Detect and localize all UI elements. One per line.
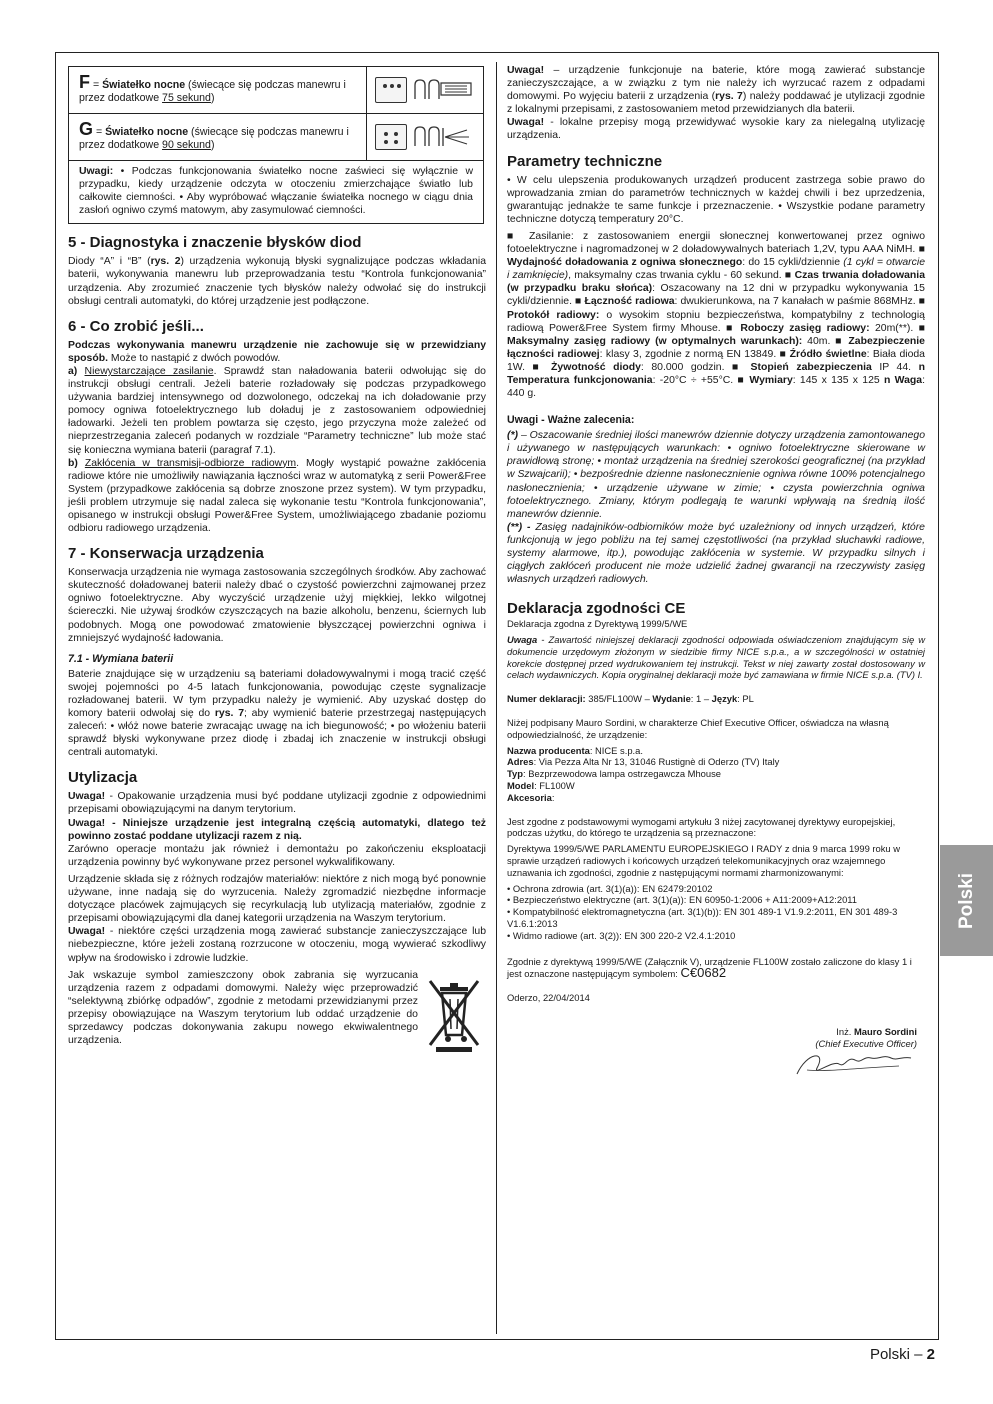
- t: Akcesoria: [507, 791, 552, 803]
- t: IP 44.: [871, 361, 919, 373]
- params-title: Parametry techniczne: [507, 152, 663, 170]
- t: ) należy poddawać je utylizacji zgodnie z lokalnymi przepisami, z zastosowaniem metod przewidzianych dla baterii.: [507, 91, 926, 116]
- t: Uwaga!: [507, 65, 545, 76]
- fines-warning: [507, 116, 925, 142]
- t: 40m.: [802, 335, 836, 347]
- t: Uwaga!: [68, 791, 106, 803]
- params-intro: • W celu ulepszenia produkowanych urządzeń producent zastrzega sobie prawo do wprowadzania zmian do parametrów technicznych w każdej chwili i bez uprzedzenia, gwarantując jednakże te same funkcje i przeznaczenie. • Wszystkie podane parametry techniczne dotyczą temperatury 20°C.: [507, 174, 925, 225]
- t: : 145 x 135 x 125: [792, 374, 884, 386]
- section-5-text: [68, 255, 486, 307]
- section-5-title: 5 - Diagnostyka i znaczenie błysków diod: [68, 234, 362, 252]
- t: n Temperatura funkcjonowania: [507, 361, 925, 386]
- place-date: Oderzo, 22/04/2014: [507, 992, 590, 1004]
- t: 385/FL100W –: [585, 693, 653, 705]
- column-divider: [496, 62, 497, 1334]
- t: ■ Zasilanie: z zastosowaniem energii słonecznej konwertowanej przez ogniwo fotoelektryczne i nagromadzonej w 2 doładowywalnych bateriach 1,2V, typu AAA NiMH.: [507, 230, 925, 256]
- night-light-table: [68, 66, 484, 224]
- declaration-conformity: Jest zgodne z podstawowymi wymogami artykułu 3 niżej zacytowanej dyrektywy europejskiej, podczas użytku, do którego te urządzenia są przeznaczone:: [507, 815, 896, 839]
- t: ■ Czas trwania doładowania (w przypadku braku słońca): [507, 270, 926, 295]
- t: ■ Zabezpieczenie łączności radiowej: [507, 335, 925, 360]
- t: – urządzenie funkcjonuje na baterie, które mogą zawierać substancje zanieczyszczające, a w związku z tym nie należy ich wyrzucać razem z odpadami domowymi. Po wyjęciu baterii z urządzenia (: [507, 65, 925, 103]
- product-accessories: [507, 792, 925, 804]
- t: Adres: [507, 756, 534, 768]
- t: Diody “A” i “B” (: [68, 256, 151, 268]
- t: Baterie znajdujące się w urządzeniu są bateriami doładowywalnymi i mogą tracić część swojej pojemności po 4-5 latach funkcjonowania, powodując częste sygnalizacje rozładowanej baterii. W tym przypadku należy je wymienić. Aby uzyskać dostęp do komory baterii odwołaj się do: [68, 668, 486, 719]
- t: : Bezprzewodowa lampa ostrzegawcza Mhouse: [522, 768, 721, 780]
- t: o wysokim stopniu bezpieczeństwa, kompatybilny z technologią radiową Power&Free System firmy Mhouse.: [507, 309, 925, 334]
- t: ; aby wymienić baterie przestrzegaj następujących zaleceń: • włóż nowe baterie zwracając uwagę na ich biegunowość; • po włożeniu baterii sprawdź błyski wykonywane przez diodę i zbadaj ich znaczenie w instrukcji obsługi centrali automatyki.: [68, 708, 487, 759]
- t: (1 cykl = otwarcie i zamknięcie): [507, 257, 925, 282]
- t: Zgodnie z dyrektywą 1999/5/WE (Załącznik V), urządzenie FL100W zostało zaliczone do klasy 1 i jest oznaczone następującym symbolem:: [507, 955, 912, 980]
- t: ■ Źródło świetlne: [779, 348, 867, 360]
- product-model: [507, 780, 925, 792]
- row-f: [69, 67, 367, 114]
- t: Numer deklaracji:: [507, 693, 586, 705]
- t: ■ Protokół radiowy:: [507, 296, 925, 321]
- t: Inż.: [836, 1026, 854, 1037]
- g-title: Światełko nocne: [105, 125, 189, 138]
- declaration-note: [507, 634, 925, 681]
- declaration-signer: Niżej podpisany Mauro Sordini, w charakterze Chief Executive Officer, oświadcza na własną odpowiedzialność, że urządzenie:: [507, 717, 889, 740]
- t: Typ: [507, 768, 523, 780]
- disposal-p2: [68, 817, 486, 843]
- t: Nazwa producenta: [507, 744, 590, 756]
- row-f-icon-cell: [367, 67, 484, 114]
- t: - Zawartość niniejszej deklaracji zgodności odpowiada oświadczeniom znajdującym się w dokumencie urzędowym złożonym w siedzibie firmy NICE s.p.a., a w szczególności w ostatniej korekcie dostępnej przed wydrukowaniem tej instrukcji. Tekst w niej zawarty został dostosowany w celach wydawniczych. Kopia oryginalnej deklaracji może być zamawiana w firmie NICE s.p.a. (TV) I.: [507, 634, 925, 681]
- section-7-1-text: [68, 668, 486, 760]
- disposal-p6: Jak wskazuje symbol zamieszczony obok zabrania się wyrzucania urządzenia razem z odpadami domowymi. Należy więc przeprowadzić “selektywną zbiórkę odpadów”, zgodnie z metodami przewidzianymi przez przepisy obowiązujące na Waszym terytorium lub oddać urządzenie do sprzedawcy podczas dokonywania zakupu nowego ekwiwalentnego urządzenia.: [68, 969, 418, 1047]
- handwritten-signature: [787, 1046, 917, 1080]
- t: , maksymalny czas trwania cyklu - 60 sekund.: [568, 270, 785, 282]
- params-list: [507, 230, 925, 400]
- t: : FL100W: [534, 780, 575, 792]
- dip-switch-g-icon: [375, 124, 407, 150]
- t: : 80.000 godzin.: [640, 361, 733, 373]
- notes-text: • Podczas funkcjonowania światełko nocne zaświeci się wyłącznie w przypadku, kiedy urządzenie odczyta w otoczeniu zmierzchające światło lub całkowite ciemności. • Aby wypróbować włączanie światełka nocnego w ciągu dnia zasłoń ogniwo czymś matowym, aby zasymulować ciemności.: [79, 166, 473, 217]
- t: 20m(**).: [869, 322, 919, 334]
- t: (*): [507, 430, 519, 442]
- t: Wydanie: [652, 693, 691, 705]
- declaration-class: [507, 956, 925, 981]
- g-seconds: 90 sekund: [162, 138, 211, 151]
- t: Model: [507, 780, 535, 792]
- fig-ref: rys. 7: [214, 708, 245, 719]
- declaration-directive: Dyrektywa 1999/5/WE PARLAMENTU EUROPEJSKIEGO I RADY z dnia 9 marca 1999 roku w sprawie urządzeń radiowych i końcowych urządzeń telekomunikacyjnych oraz wzajemnego uznawania ich zgodności, zgodnie z następującymi normami zharmonizowanymi:: [507, 843, 901, 878]
- row-g: [69, 114, 367, 161]
- t: : Via Pezza Alta Nr 13, 31046 Rustignè di Oderzo (TV) Italy: [533, 756, 780, 768]
- signature-block: [507, 1026, 925, 1082]
- t: Uwaga! - Niniejsze urządzenie jest integralną częścią automatyki, dlatego też powinno zostać poddane utylizacji razem z nią.: [68, 817, 486, 842]
- section-7-1-title: 7.1 - Wymiana baterii: [68, 652, 174, 665]
- declaration-subtitle: Deklaracja zgodna z Dyrektywą 1999/5/WE: [507, 618, 688, 630]
- notes-title: Uwagi - Ważne zalecenia:: [507, 414, 635, 427]
- t: : 440 g.: [507, 374, 926, 400]
- t: : klasy 3, zgodnie z normą EN 13849.: [599, 348, 780, 360]
- t: (**) -: [507, 521, 531, 533]
- signatory: [507, 1026, 917, 1038]
- f-title: Światełko nocne: [102, 78, 186, 91]
- t: a): [68, 365, 78, 377]
- t: . Sprawdź stan naładowania baterii odwołując się do instrukcji obsługi centrali. Jeżeli baterie rozładowały się podczas przypadkowego używania bardziej intensywnego od dozwolonego, odczekaj na ich doładowanie przy pomocy ogniwa fotoelektrycznego lub doładuj je z zastosowaniem odpowiedniej ładowarki. Jeżeli ten problem powtarza się często, jego przyczyna może zależeć od nieprzestrzegania zaleceń podanych w rozdziale “Parametry techniczne” lub może stać się konieczna wymiana baterii (paragraf 7.1).: [68, 365, 486, 456]
- t: : PL: [737, 693, 754, 705]
- section-6-title: 6 - Co zrobić jeśli...: [68, 317, 204, 335]
- t: : do 15 cykli/dziennie: [742, 257, 844, 269]
- t: Zakłócenia w transmisji-odbiorze radiowym: [84, 457, 297, 469]
- footer-lang: Polski –: [869, 1346, 927, 1363]
- t: : Biała dioda 1W.: [507, 348, 925, 373]
- disposal-p3: Zarówno operacje montażu jak również i demontażu po zakończeniu eksploatacji urządzenia powinny być wykonywane przez personel wykwalifikowany.: [68, 843, 486, 868]
- t: n Waga: [884, 374, 923, 386]
- crossed-bin-icon: [422, 977, 486, 1053]
- disposal-p1: [68, 790, 486, 816]
- language-tab-label: Polski: [955, 872, 977, 929]
- dip-switch-f-icon: [375, 77, 407, 103]
- t: – Oszacowanie średniej ilości manewrów dziennie dotyczy urządzenia zamontowanego i używanego w następujących warunkach: • ogniwo fotoelektryczne skierowane w prawidłową stronę; • montaż urządzenia na średniej szerokości geograficznej (na przykład w Szwajcarii); • bezpośrednie dzienne nasłonecznienie ogniwa równe 100% potencjalnego nasłonecznienia; • urządzenie używane w zimie; • czysta powierzchnia ogniwa fotoelektrycznego. Zmiany, którym podlegają te warunki wpływają na średnią ilość manewrów dziennie.: [507, 430, 925, 520]
- declaration-number: [507, 693, 925, 705]
- t: - lokalne przepisy mogą przewidywać wysokie kary za nielegalną utylizację urządzenia.: [507, 117, 925, 142]
- t: Uwaga!: [507, 117, 545, 129]
- fig-ref: rys. 7: [715, 91, 743, 103]
- t: b): [68, 457, 78, 469]
- section-7-title: 7 - Konserwacja urządzenia: [68, 545, 264, 563]
- t: . Mogły wystąpić poważne zakłócenia radiowe które nie umożliwiły nawiązania łączności wraz w automatyką z serii Power&Free System (przypadkowe zakłócenia są dobrze znoszone przez system). W tym przypadku, jeśli problem utrzymuje się nadal zaleca się wykonanie testu “Kontrola funkcjonowania”, opisanego w instrukcji obsługi Power&Free System, umożliwiającego zbadanie poziomu odbioru radiowego urządzenia.: [68, 457, 486, 535]
- note-2: [507, 521, 925, 586]
- light-rays-g-icon: [411, 124, 475, 150]
- t: :: [551, 791, 555, 803]
- t: Język: [711, 693, 738, 705]
- t: : dwukierunkowa, na 7 kanałach w paśmie 868MHz.: [674, 296, 919, 308]
- fig-ref: rys. 2: [150, 256, 181, 268]
- producer-name: [507, 745, 925, 757]
- t: ■ Łączność radiowa: [575, 296, 675, 308]
- g-desc-end: ): [210, 138, 215, 151]
- note-1: [507, 429, 925, 521]
- t: - niektóre części urządzenia mogą zawierać substancje zanieczyszczające lub niebezpieczne, które jeżeli zostaną rozrzucone w otoczeniu, mogą wywierać szkodliwy wpływ na środowisko i zdrowie ludzkie.: [68, 926, 486, 964]
- t: Zasięg nadajników-odbiorników może być uzależniony od innych urządzeń, które funkcjonują w jego pobliżu na tej samej częstotliwości (na przykład słuchawki radiowe, systemy alarmowe, itp.), powodując zakłócenia w systemie. W przypadku silnych i ciągłych zakłóceń producent nie może udzielić żadnej gwarancji na rzeczywisty zasięg własnych urządzeń radiowych.: [507, 521, 925, 586]
- standard-4: • Widmo radiowe (art. 3(2)): EN 300 220-2 V2.4.1:2010: [507, 929, 736, 941]
- declaration-title: Deklaracja zgodności CE: [507, 600, 686, 618]
- row-g-icon-cell: [367, 114, 484, 161]
- t: (Chief Executive Officer): [815, 1037, 917, 1049]
- f-desc: (świecące się podczas manewru i przez dodatkowe: [79, 78, 346, 104]
- eq: =: [90, 78, 103, 91]
- t: Niewystarczające zasilanie: [84, 365, 214, 377]
- disposal-symbol-block: [68, 969, 486, 1048]
- eq: =: [93, 125, 106, 138]
- table-notes: [69, 161, 484, 224]
- t: Mauro Sordini: [853, 1026, 917, 1037]
- section-7-text: Konserwacja urządzenia nie wymaga zastosowania szczególnych środków. Aby zachować skuteczność doładowanej baterii należy dbać o czystość powierzchni zajmowanej przez ogniwo fotoelektryczne. Aby wyczyścić urządzenie użyj miękkiej, lekko wilgotnej ściereczki. Nie używaj środków czyszczących na bazie alkoholu, benzenu, ściernych lub podobnych. Mogą one powodować zmatowienie błyszczącej powierzchni ogniwa i zmniejszyć wydajność ładowania.: [68, 567, 486, 644]
- t: : 1 –: [690, 693, 712, 705]
- right-column: [507, 64, 925, 1082]
- standard-1: • Ochrona zdrowia (art. 3(1)(a)): EN 62479:20102: [507, 882, 713, 894]
- t: ) urządzenia wykonują błyski sygnalizujące podczas wkładania baterii, wykonywania manewru lub przeprowadzania testu “Kontrola funkcjonowania” urządzenia. Aby zrozumieć znaczenie tych błysków należy odwołać się do instrukcji obsługi centrali automatyki, do której urządzenie jest podłączone.: [68, 256, 486, 307]
- disposal-p4: Urządzenie składa się z różnych rodzajów materiałów: niektóre z nich mogą być ponownie używane, inne nadają się do wyrzucenia. Należy zgromadzić niezbędne informacje dotyczące placówek zajmujących się recyrkulacją lub utylizacją materiałów, zgodnie z przepisami obowiązującymi dla danej kategorii urządzenia na Waszym terytorium.: [68, 873, 486, 925]
- standard-3: • Kompatybilność elektromagnetyczna (art. 3(1)(b)): EN 301 489-1 V1.9.2:2011, EN 301 489-3 V1.6.1:2013: [507, 906, 898, 930]
- t: ■ Żywotność diody: [532, 361, 641, 373]
- t: : NICE s.p.a.: [589, 744, 643, 756]
- g-desc: (świecące się podczas manewru i przez dodatkowe: [79, 125, 349, 151]
- t: : Oszacowany na 12 dni w przypadku wykonywania 15 cykli/dziennie.: [507, 283, 925, 308]
- t: ■ Stopień zabezpieczenia: [732, 361, 872, 373]
- t: ■ Wydajność doładowania z ogniwa słonecznego: [507, 244, 925, 269]
- standard-2: • Bezpieczeństwo elektryczne (art. 3(1)(a)): EN 60950-1:2006 + A11:2009+A12:2011: [507, 894, 858, 906]
- product-type: [507, 768, 925, 780]
- letter-f: F: [79, 71, 90, 92]
- notes-label: Uwagi:: [79, 166, 114, 177]
- light-rays-f-icon: [411, 77, 475, 103]
- ce-mark: C€0682: [680, 965, 727, 981]
- t: Uwaga: [507, 634, 538, 646]
- t: - Opakowanie urządzenia musi być poddane utylizacji zgodnie z odpowiednimi przepisami obowiązującymi na danym terytorium.: [68, 791, 486, 816]
- left-column: [68, 66, 486, 1047]
- section-6-a: [68, 365, 486, 457]
- disposal-title: Utylizacja: [68, 769, 138, 787]
- language-tab: [940, 845, 993, 956]
- producer-address: [507, 756, 925, 768]
- letter-g: G: [79, 118, 94, 139]
- page-number: 2: [926, 1346, 935, 1363]
- f-seconds: 75 sekund: [162, 91, 211, 104]
- t: ■ Wymiary: [737, 374, 793, 386]
- page-footer: [870, 1346, 935, 1363]
- t: ■ Roboczy zasięg radiowy:: [726, 322, 870, 334]
- section-6-b: [68, 457, 486, 536]
- disposal-p5: [68, 925, 486, 964]
- t: Uwaga!: [68, 926, 106, 938]
- battery-warning: [507, 64, 925, 116]
- t: : -20°C ÷ +55°C.: [652, 374, 738, 386]
- t: Może to nastąpić z dwóch powodów.: [108, 352, 281, 364]
- t: Podczas wykonywania manewru urządzenie nie zachowuje się w przewidziany sposób.: [68, 339, 486, 364]
- t: ■ Maksymalny zasięg radiowy (w optymalnych warunkach):: [507, 322, 925, 347]
- f-desc-end: ): [210, 91, 215, 104]
- section-6-intro: [68, 339, 486, 365]
